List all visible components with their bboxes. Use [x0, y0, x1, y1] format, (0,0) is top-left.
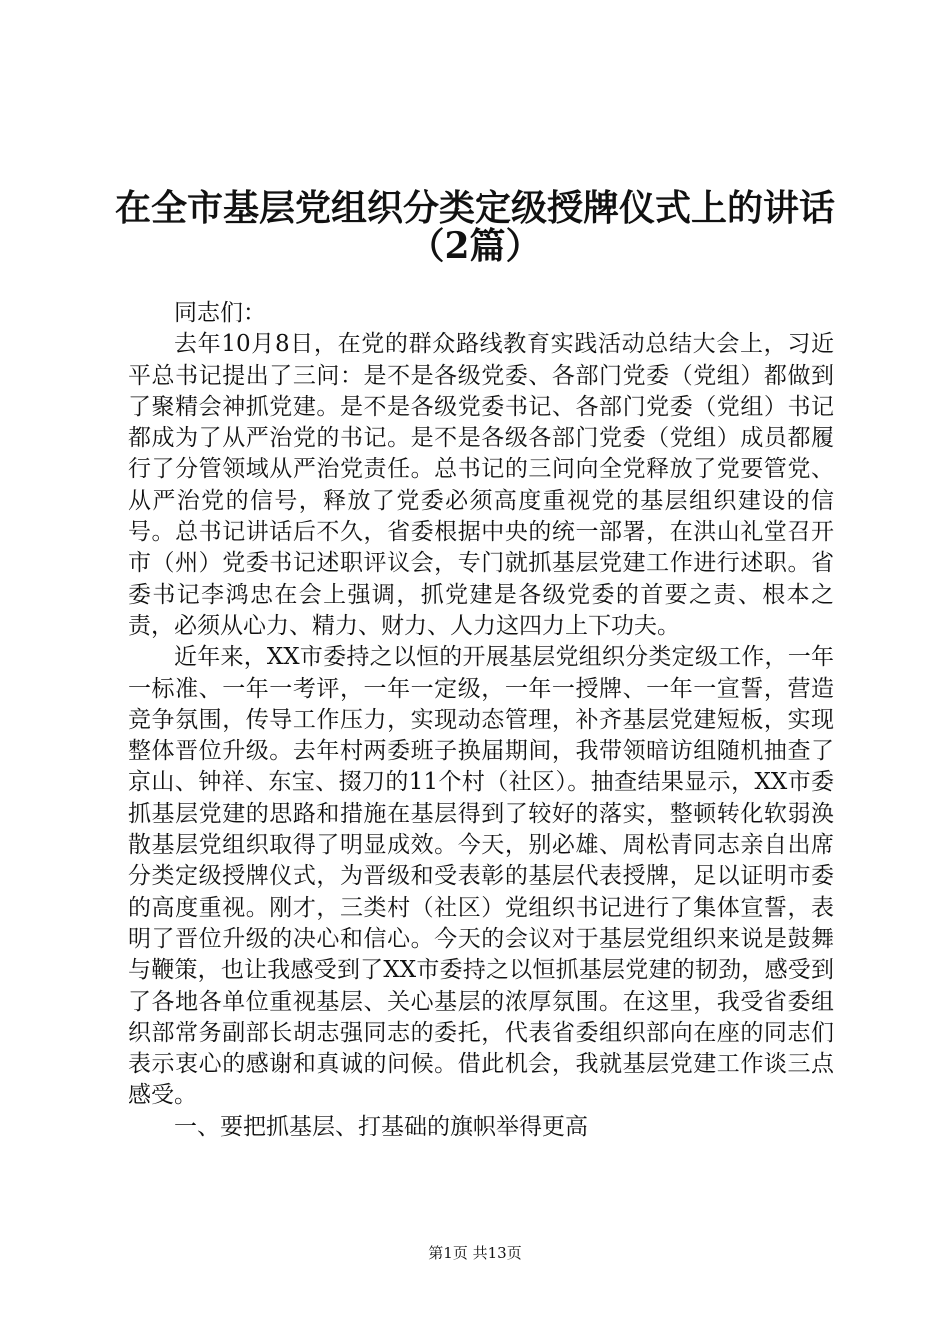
- document-title-line-1: 在全市基层党组织分类定级授牌仪式上的讲话: [114, 187, 835, 229]
- salutation: 同志们：: [174, 300, 266, 326]
- paragraph-1: 去年10月8日，在党的群众路线教育实践活动总结大会上，习近平总书记提出了三问：是不是各级党委、各部门党委（党组）都做到了聚精会神抓党建。是不是各级党委书记、各部门党委（党组）书记都成为了从严治党的书记。是不是各级各部门党委（党组）成员都履行了分管领域从严治党责任。总书记的三问向全党释放了党要管党、从严治党的信号，释放了党委必须高度重视党的基层组织建设的信号。总书记讲话后不久，省委根据中央的统一部署，在洪山礼堂召开市（州）党委书记述职评议会，专门就抓基层党建工作进行述职。省委书记李鸿忠在会上强调，抓党建是各级党委的首要之责、根本之责，必须从心力、精力、财力、人力这四力上下功夫。: [128, 331, 834, 639]
- paragraph-2: 近年来，XX市委持之以恒的开展基层党组织分类定级工作，一年一标准、一年一考评，一年一定级，一年一授牌、一年一宣誓，营造竞争氛围，传导工作压力，实现动态管理，补齐基层党建短板，实现整体晋位升级。去年村两委班子换届期间，我带领暗访组随机抽查了京山、钟祥、东宝、掇刀的11个村（社区）。抽查结果显示，XX市委抓基层党建的思路和措施在基层得到了较好的落实，整顿转化软弱涣散基层党组织取得了明显成效。今天，别必雄、周松青同志亲自出席分类定级授牌仪式，为晋级和受表彰的基层代表授牌，足以证明市委的高度重视。刚才，三类村（社区）党组织书记进行了集体宣誓，表明了晋位升级的决心和信心。今天的会议对于基层党组织来说是鼓舞与鞭策，也让我感受到了XX市委持之以恒抓基层党建的韧劲，感受到了各地各单位重视基层、关心基层的浓厚氛围。在这里，我受省委组织部常务副部长胡志强同志的委托，代表省委组织部向在座的同志们表示衷心的感谢和真诚的问候。借此机会，我就基层党建工作谈三点感受。: [128, 644, 834, 1109]
- section-heading-1: 一、要把抓基层、打基础的旗帜举得更高: [174, 1113, 588, 1140]
- page-footer: 第1页 共13页: [428, 1244, 522, 1262]
- document-title-line-2: （2篇）: [408, 225, 542, 267]
- document-body: [128, 298, 834, 1143]
